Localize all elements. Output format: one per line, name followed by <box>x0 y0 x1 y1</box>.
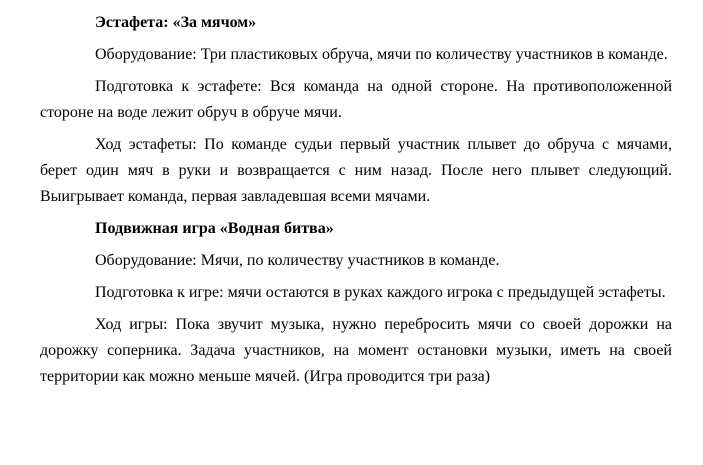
paragraph-relay-preparation: Подготовка к эстафете: Вся команда на одной стороне. На противоположенной стороне на воде лежит обруч в обруче мячи. <box>40 78 672 121</box>
paragraph-relay-procedure: Ход эстафеты: По команде судьи первый участник плывет до обруча с мячами, берет один мяч в руки и возвращается с ним назад. После него плывет следующий. Выигрывает команда, первая завладевшая всеми мячами. <box>40 136 672 205</box>
paragraph-game-preparation: Подготовка к игре: мячи остаются в руках каждого игрока с предыдущей эстафеты. <box>95 284 666 301</box>
heading-relay-za-myachom: Эстафета: «За мячом» <box>95 14 257 31</box>
heading-game-vodnaya-bitva: Подвижная игра «Водная битва» <box>95 220 334 237</box>
paragraph-game-equipment: Оборудование: Мячи, по количеству участников в команде. <box>95 252 500 269</box>
paragraph-game-procedure: Ход игры: Пока звучит музыка, нужно перебросить мячи со своей дорожки на дорожку соперника. Задача участников, на момент остановки музыки, иметь на своей территории как можно меньше мячей. (Игра проводится три раза) <box>40 316 672 385</box>
paragraph-relay-equipment: Оборудование: Три пластиковых обруча, мячи по количеству участников в команде. <box>95 46 668 63</box>
